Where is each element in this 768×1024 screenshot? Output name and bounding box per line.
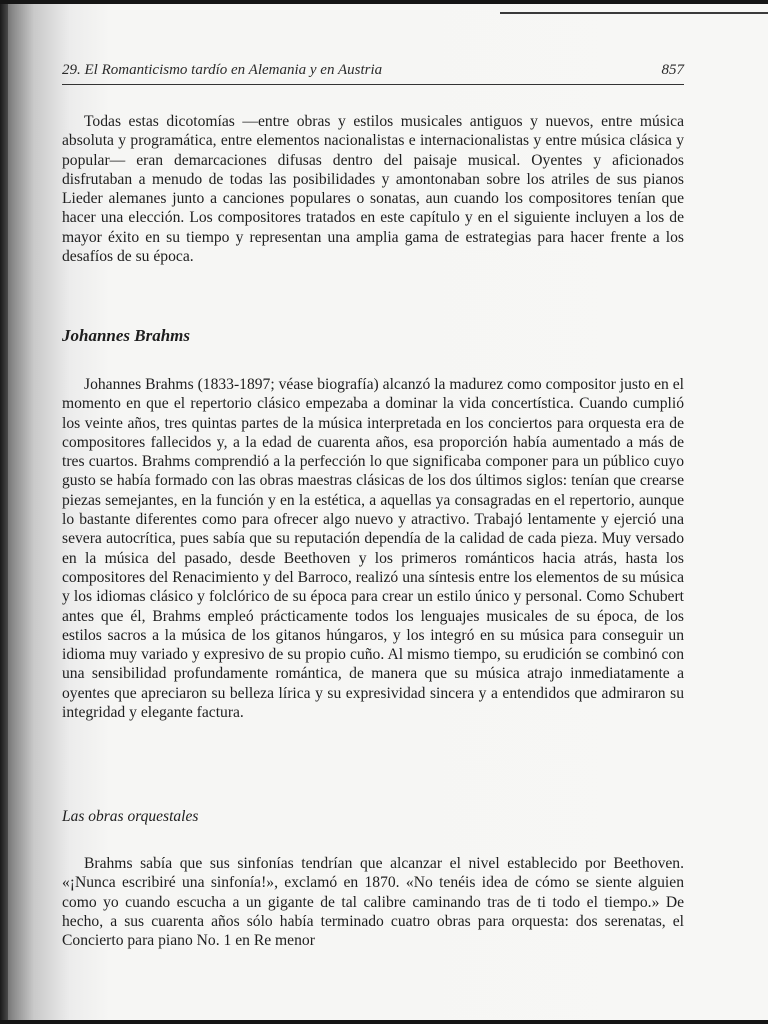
intro-paragraph: Todas estas dicotomías —entre obras y estilos musicales antiguos y nuevos, entre música absoluta y programática, entre elementos nacionalistas e internacionalistas y entre música clásica y popular— eran demarcaciones difusas dentro del paisaje musical. Oyentes y aficionados disfrutaban a menudo de todas las posibilidades y amontonaban sobre los atriles de sus pianos Lieder alemanes junto a canciones populares o sonatas, aun cuando los compositores tenían que hacer una elección. Los compositores tratados en este capítulo y en el siguiente incluyen a los de mayor éxito en su tiempo y representan una amplia gama de estrategias para hacer frente a los desafíos de su época. bbox=[62, 113, 684, 266]
page-number: 857 bbox=[661, 62, 684, 78]
running-header bbox=[62, 60, 684, 85]
intro-paragraph-block bbox=[62, 112, 684, 266]
subsection-heading-orquestales: Las obras orquestales bbox=[62, 808, 199, 825]
section-heading-brahms: Johannes Brahms bbox=[62, 326, 191, 345]
orquestales-paragraph: Brahms sabía que sus sinfonías tendrían que alcanzar el nivel establecido por Beethoven. «¡Nunca escribiré una sinfonía!», exclamó en 1870. «No tenéis idea de cómo se siente alguien como yo cuando escucha a un gigante de tal calibre caminando tras de ti todo el tiempo.» De hecho, a sus cuarenta años sólo había terminado cuatro obras para orquesta: dos serenatas, el Concierto para piano No. 1 en Re menor bbox=[62, 855, 684, 950]
orquestales-paragraph-block bbox=[62, 854, 684, 950]
running-header-title: 29. El Romanticismo tardío en Alemania y en Austria bbox=[62, 62, 383, 78]
brahms-paragraph: Johannes Brahms (1833-1897; véase biografía) alcanzó la madurez como compositor justo en el momento en que el repertorio clásico empezaba a dominar la vida concertística. Cuando cumplió los veinte años, tres quintas partes de la música interpretada en los conciertos para orquesta era de compositores fallecidos y, a la edad de cuarenta años, esa proporción había aumentado a más de tres cuartos. Brahms comprendió a la perfección lo que significaba componer para un público cuyo gusto se había formado con las obras maestras clásicas de los dos últimos siglos: tenían que crearse piezas semejantes, en la función y en la estética, a aquellas ya consagradas en el repertorio, aunque lo bastante diferentes como para ofrecer algo nuevo y atractivo. Trabajó lentamente y ejerció una severa autocrítica, pues sabía que su reputación dependía de la calidad de cada pieza. Muy versado en la música del pasado, desde Beethoven y los primeros románticos hacia atrás, hasta los compositores del Renacimiento y del Barroco, realizó una síntesis entre los elementos de su música y los idiomas clásico y folclórico de su época para crear un estilo único y personal. Como Schubert antes que él, Brahms empleó prácticamente todos los lenguajes musicales de su época, de los estilos sacros a la música de los gitanos húngaros, y los integró en su música para conseguir un idioma muy variado y expresivo de su propio cuño. Al mismo tiempo, su erudición se combinó con una sensibilidad profundamente romántica, de manera que su música atrajo inmediatamente a oyentes que apreciaron su belleza lírica y su expresividad sincera y a entendidos que admiraron su integridad y elegante factura. bbox=[62, 376, 684, 722]
book-page bbox=[0, 4, 768, 1020]
brahms-paragraph-block bbox=[62, 375, 684, 722]
page-edge-line bbox=[500, 12, 768, 14]
book-spine-shadow bbox=[0, 4, 8, 1020]
